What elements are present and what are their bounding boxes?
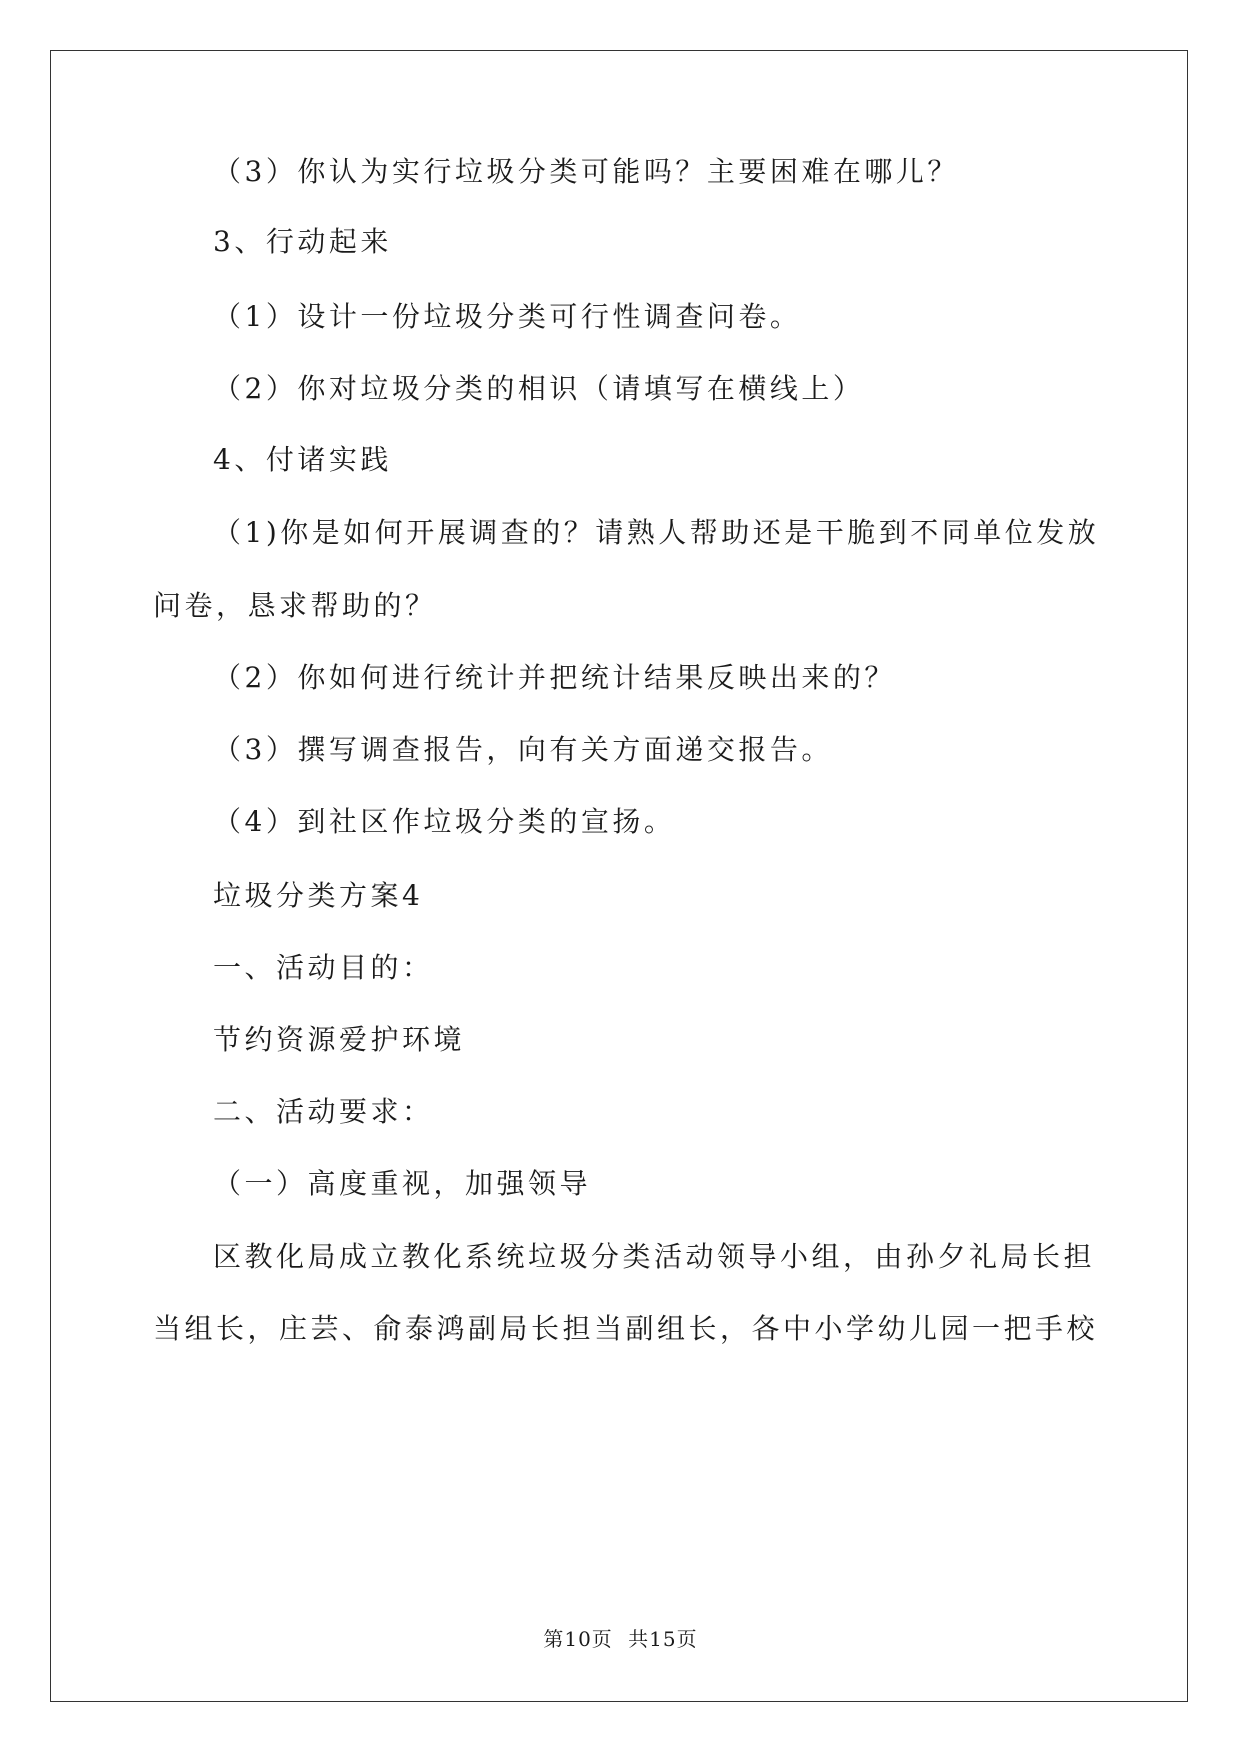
text-line: （4）到社区作垃圾分类的宣扬。 <box>213 805 676 838</box>
section-heading: 4、付诸实践 <box>213 443 392 476</box>
text-line: （1)你是如何开展调查的？请熟人帮助还是干脆到不同单位发放 <box>213 516 1100 549</box>
text-line: 区教化局成立教化系统垃圾分类活动领导小组，由孙夕礼局长担 <box>213 1240 1096 1273</box>
page-footer <box>0 1625 1241 1653</box>
text-line: （2）你对垃圾分类的相识（请填写在横线上） <box>213 372 865 405</box>
text-line: 节约资源爱护环境 <box>213 1023 466 1056</box>
section-heading: 二、活动要求： <box>213 1095 434 1128</box>
text-line: （3）撰写调查报告，向有关方面递交报告。 <box>213 733 833 766</box>
text-line: （3）你认为实行垃圾分类可能吗？主要困难在哪儿？ <box>213 155 959 188</box>
subsection-heading: （一）高度重视，加强领导 <box>213 1167 592 1200</box>
text-line: 当组长，庄芸、俞泰鸿副局长担当副组长，各中小学幼儿园一把手校 <box>153 1312 1099 1345</box>
section-title: 垃圾分类方案4 <box>213 879 424 912</box>
text-line: （2）你如何进行统计并把统计结果反映出来的？ <box>213 661 896 694</box>
text-line: （1）设计一份垃圾分类可行性调查问卷。 <box>213 300 802 333</box>
text-line: 问卷，恳求帮助的？ <box>153 589 437 622</box>
page-number: 第10页 <box>543 1627 613 1651</box>
page-total: 共15页 <box>628 1627 698 1651</box>
section-heading: 一、活动目的： <box>213 951 434 984</box>
section-heading: 3、行动起来 <box>213 225 392 258</box>
